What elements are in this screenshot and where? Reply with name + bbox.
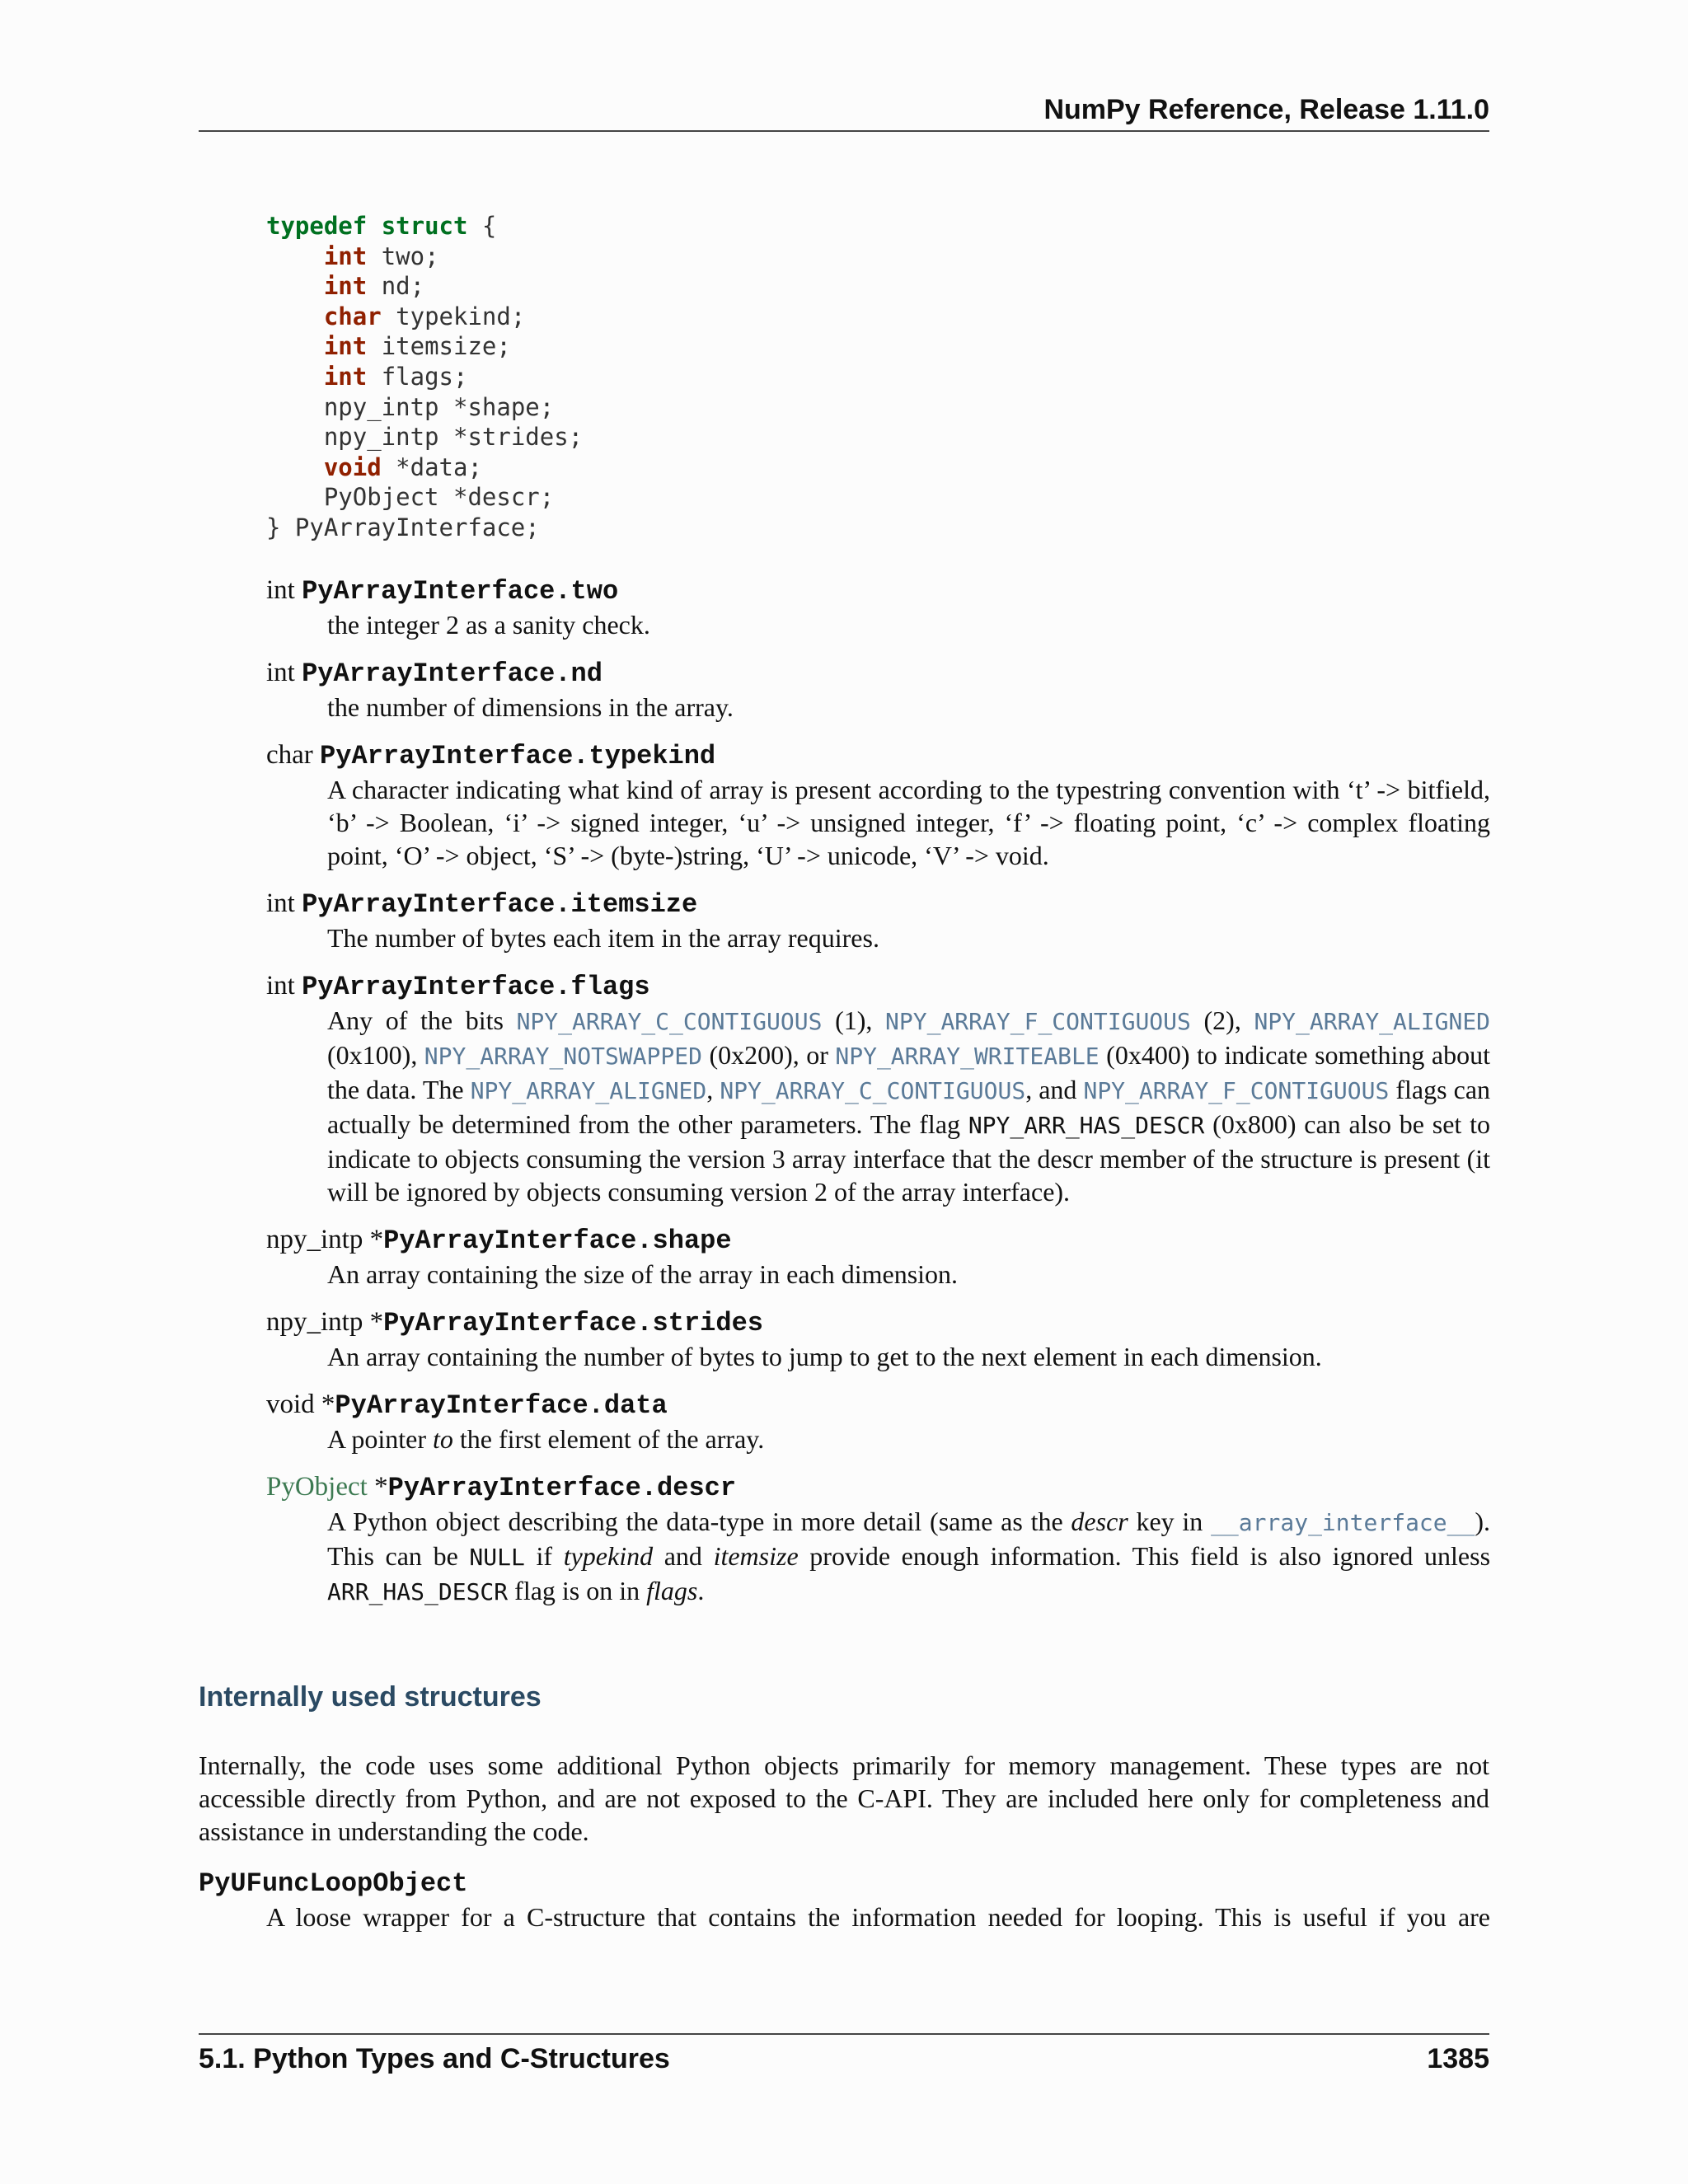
flag-link-c-contiguous[interactable]: NPY_ARRAY_C_CONTIGUOUS [516, 1008, 823, 1035]
section-paragraph: Internally, the code uses some additional Python objects primarily for memory management. These types are not accessible directly from Python, and are not exposed to the C-API. They are included here only for completeness and assistance in understanding the code. [199, 1750, 1489, 1846]
member-description: An array containing the size of the array in each dimension. [327, 1259, 959, 1289]
code-text: *data; [381, 452, 482, 481]
text: Any of the bits [327, 1005, 517, 1035]
code-text: } PyArrayInterface; [266, 513, 540, 541]
flag-code: NPY_ARR_HAS_DESCR [968, 1112, 1205, 1139]
member-strides [266, 1305, 1490, 1373]
member-name: PyArrayInterface.itemsize [302, 889, 698, 920]
emphasis: itemsize [713, 1541, 799, 1571]
code-type: int [323, 241, 368, 270]
member-signature [266, 887, 1490, 921]
member-name: PyArrayInterface.descr [387, 1473, 737, 1503]
member-typekind [266, 738, 1490, 872]
member-type: int [266, 888, 302, 918]
text: flag is on in [508, 1576, 647, 1605]
member-name: PyArrayInterface.flags [302, 972, 650, 1002]
flag-link-aligned[interactable]: NPY_ARRAY_ALIGNED [1254, 1008, 1491, 1035]
member-type: void * [266, 1390, 335, 1419]
code-text: nd; [367, 272, 425, 301]
member-name: PyArrayInterface.nd [302, 658, 603, 689]
member-descr [266, 1470, 1490, 1609]
member-signature [266, 969, 1490, 1004]
member-nd [266, 656, 1490, 724]
code-text: { [467, 212, 497, 240]
text: (0x400) to indicate something about the data. The [327, 1040, 1490, 1104]
text: (2), [1190, 1005, 1254, 1035]
code-type: char [323, 302, 382, 330]
text: the first element of the array. [452, 1424, 765, 1454]
text: . [697, 1576, 705, 1605]
text: A pointer [327, 1424, 433, 1454]
flag-link-f-contiguous[interactable]: NPY_ARRAY_F_CONTIGUOUS [1083, 1077, 1390, 1104]
member-flags [266, 969, 1490, 1208]
emphasis: flags [646, 1576, 698, 1605]
member-description [327, 1505, 1490, 1609]
emphasis: to [432, 1424, 453, 1454]
code-type: PyObject [323, 483, 439, 512]
text: flags can actually be determined from the other parameters. The flag [327, 1075, 1491, 1139]
text: (1), [822, 1005, 886, 1035]
member-description: A character indicating what kind of array is present according to the typestring convention with ‘t’ -> bitfield, ‘b’ -> Boolean, ‘i’ -> signed integer, ‘u’ -> unsigned integer, ‘f’ -> floating point, ‘c’ -> complex floating point, ‘O’ -> object, ‘S’ -> (byte-)string, ‘U’ -> unicode, ‘V’ -> void. [327, 775, 1490, 870]
code-keyword: struct [381, 212, 468, 240]
member-definitions [266, 574, 1490, 1624]
section-title: Internally used structures [199, 1681, 542, 1713]
code-text: *shape; [438, 392, 555, 421]
member-signature [266, 1388, 1490, 1422]
member-description: the number of dimensions in the array. [327, 692, 734, 722]
member-signature [266, 1305, 1490, 1340]
member-signature [266, 574, 1490, 608]
pyobject-link[interactable]: PyObject [266, 1472, 368, 1502]
flag-code: ARR_HAS_DESCR [327, 1578, 509, 1605]
code-text: flags; [367, 362, 468, 391]
code-block [266, 211, 583, 543]
member-type: int [266, 575, 302, 605]
flag-link-c-contiguous[interactable]: NPY_ARRAY_C_CONTIGUOUS [720, 1077, 1026, 1104]
code-text: *strides; [438, 423, 584, 452]
header-title: NumPy Reference, Release 1.11.0 [1043, 94, 1489, 125]
text: key in [1128, 1507, 1212, 1536]
text: provide enough information. This field is also ignored unless [798, 1541, 1491, 1571]
member-type: int [266, 971, 302, 1001]
struct-name: PyUFuncLoopObject [199, 1868, 468, 1899]
member-itemsize [266, 887, 1490, 954]
text: (0x800) can also be set to indicate to objects consuming the version 3 array interface that the descr member of the structure is present (it will be ignored by objects consuming version 2 of the array interface). [327, 1109, 1491, 1207]
struct-description: A loose wrapper for a C-structure that contains the information needed for looping. This is useful if you are [266, 1902, 1490, 1932]
member-name: PyArrayInterface.typekind [320, 741, 716, 771]
member-type: char [266, 740, 321, 770]
code-text: two; [367, 241, 439, 270]
member-signature [266, 656, 1490, 691]
member-data [266, 1388, 1490, 1455]
member-signature [266, 738, 1490, 773]
code-type: npy_intp [323, 423, 439, 452]
member-description: The number of bytes each item in the array requires. [327, 923, 879, 953]
member-description [327, 1004, 1490, 1208]
text: A Python object describing the data-type in more detail (same as the [327, 1507, 1071, 1536]
page-header [199, 92, 1489, 132]
footer-section: 5.1. Python Types and C-Structures [199, 2043, 670, 2074]
member-description: the integer 2 as a sanity check. [327, 610, 650, 640]
flag-link-notswapped[interactable]: NPY_ARRAY_NOTSWAPPED [424, 1043, 702, 1070]
page-footer [199, 2033, 1489, 2075]
text: if [524, 1541, 564, 1571]
flag-link-writeable[interactable]: NPY_ARRAY_WRITEABLE [835, 1043, 1100, 1070]
text: (0x200), or [701, 1040, 836, 1070]
text: and [653, 1541, 714, 1571]
code-type: int [323, 362, 368, 391]
member-name: PyArrayInterface.shape [383, 1226, 732, 1256]
code-type: void [323, 452, 382, 481]
member-shape [266, 1223, 1490, 1291]
member-name: PyArrayInterface.two [302, 576, 619, 607]
code-type: npy_intp [323, 392, 439, 421]
text: ). This can be [327, 1507, 1491, 1571]
member-description [327, 1422, 1490, 1455]
emphasis: typekind [563, 1541, 654, 1571]
flag-link-f-contiguous[interactable]: NPY_ARRAY_F_CONTIGUOUS [885, 1008, 1191, 1035]
code-keyword: typedef [266, 212, 368, 240]
member-description: An array containing the number of bytes to jump to get to the next element in each dimension. [327, 1342, 1322, 1371]
member-type: int [266, 658, 302, 687]
flag-link-aligned[interactable]: NPY_ARRAY_ALIGNED [470, 1077, 707, 1104]
code-type: int [323, 332, 368, 361]
page-number: 1385 [1427, 2043, 1489, 2074]
code-type: int [323, 272, 368, 301]
code-text: *descr; [438, 483, 555, 512]
code-text: itemsize; [367, 332, 511, 361]
text: , and [1025, 1075, 1084, 1104]
emphasis: descr [1071, 1507, 1128, 1536]
member-name: PyArrayInterface.strides [383, 1308, 763, 1338]
member-signature [266, 1223, 1490, 1258]
member-type: npy_intp * [266, 1307, 384, 1337]
array-interface-link[interactable]: __array_interface__ [1211, 1509, 1475, 1536]
member-type: npy_intp * [266, 1225, 384, 1254]
member-signature [266, 1470, 1490, 1505]
text: , [706, 1075, 720, 1104]
code-text: typekind; [381, 302, 526, 330]
member-type: * [367, 1472, 388, 1502]
null-code: NULL [469, 1544, 525, 1571]
member-name: PyArrayInterface.data [335, 1390, 668, 1421]
member-two [266, 574, 1490, 641]
text: (0x100), [327, 1040, 424, 1070]
